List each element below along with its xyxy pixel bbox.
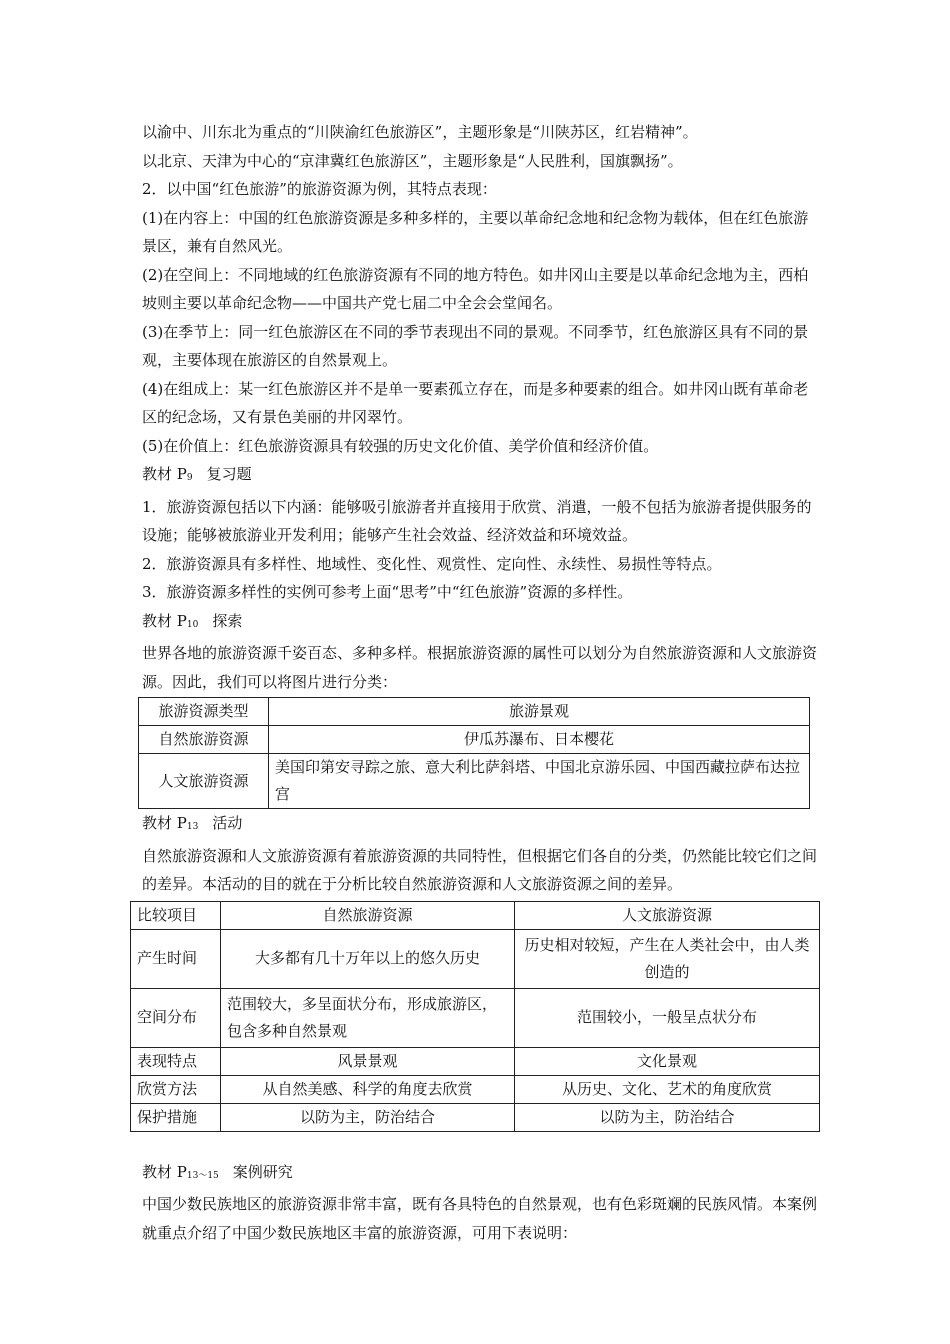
table-cell: 历史相对较短，产生在人类社会中，由人类创造的	[515, 929, 820, 988]
table-cell: 保护措施	[131, 1103, 221, 1131]
paragraph: 世界各地的旅游资源千姿百态、多种多样。根据旅游资源的属性可以划分为自然旅游资源和人文旅游资源。因此，我们可以将图片进行分类：	[142, 644, 818, 691]
page-subscript: 13	[186, 822, 199, 832]
table-header-cell: 旅游资源类型	[139, 698, 269, 726]
table-cell: 表现特点	[131, 1047, 221, 1075]
table-cell: 人文旅游资源	[139, 754, 269, 809]
section-heading-review	[142, 460, 822, 493]
table-row	[139, 726, 810, 754]
resource-type-table	[138, 697, 810, 809]
table-row	[131, 929, 820, 988]
section-heading-case-study	[142, 1158, 822, 1191]
paragraph: (2)在空间上：不同地域的红色旅游资源有不同的地方特色。如井冈山主要是以革命纪念地为主，西柏坡则主要以革命纪念物——中国共产党七届二中全会会堂闻名。	[142, 265, 809, 312]
table-row	[139, 754, 810, 809]
heading-prefix: 教材 P	[142, 611, 187, 630]
paragraph: (4)在组成上：某一红色旅游区并不是单一要素孤立存在，而是多种要素的组合。如井冈山既有革命老区的纪念场，又有景色美丽的井冈翠竹。	[142, 379, 809, 426]
table-row	[131, 988, 820, 1047]
paragraph: (5)在价值上：红色旅游资源具有较强的历史文化价值、美学价值和经济价值。	[142, 436, 659, 455]
heading-title: 复习题	[206, 465, 252, 483]
paragraph: 2．以中国“红色旅游”的旅游资源为例，其特点表现：	[142, 180, 497, 198]
table-cell: 以防为主，防治结合	[515, 1103, 820, 1131]
paragraph: 2．旅游资源具有多样性、地域性、变化性、观赏性、定向性、永续性、易损性等特点。	[142, 554, 722, 573]
table-cell: 范围较大，多呈面状分布，形成旅游区，包含多种自然景观	[221, 988, 515, 1047]
paragraph: 1．旅游资源包括以下内涵：能够吸引旅游者并直接用于欣赏、消遣，一般不包括为旅游者提供服务的设施；能够被旅游业开发利用；能够产生社会效益、经济效益和环境效益。	[142, 497, 812, 544]
section-heading-activity	[142, 809, 822, 842]
table-header-row	[131, 901, 820, 929]
table-cell: 从历史、文化、艺术的角度欣赏	[515, 1075, 820, 1103]
comparison-table	[130, 901, 820, 1132]
heading-prefix: 教材 P	[142, 814, 187, 832]
section-heading-explore	[142, 607, 822, 640]
spacer	[142, 1132, 822, 1158]
document-page	[137, 118, 822, 1247]
table-cell: 伊瓜苏瀑布、日本樱花	[269, 726, 810, 754]
paragraph: 3．旅游资源多样性的实例可参考上面“思考”中“红色旅游”资源的多样性。	[142, 583, 633, 601]
heading-title: 活动	[212, 814, 243, 832]
table-cell: 范围较小，一般呈点状分布	[515, 988, 820, 1047]
table-cell: 大多都有几十万年以上的悠久历史	[221, 929, 515, 988]
page-subscript: 10	[186, 619, 199, 630]
heading-title: 案例研究	[232, 1162, 293, 1181]
table-header-row	[139, 698, 810, 726]
table-row	[131, 1047, 820, 1075]
table-cell: 风景景观	[221, 1047, 515, 1075]
table-cell: 文化景观	[515, 1047, 820, 1075]
table-row	[131, 1075, 820, 1103]
heading-prefix: 教材 P	[142, 465, 187, 483]
table-header-cell: 自然旅游资源	[221, 901, 515, 929]
table-header-cell: 人文旅游资源	[515, 901, 820, 929]
page-subscript: 9	[186, 473, 193, 483]
table-header-cell: 旅游景观	[269, 698, 810, 726]
table-cell: 空间分布	[131, 988, 221, 1047]
table-cell: 美国印第安寻踪之旅、意大利比萨斜塔、中国北京游乐园、中国西藏拉萨布达拉宫	[269, 754, 810, 809]
page-subscript: 13～15	[186, 1170, 219, 1181]
paragraph: 以北京、天津为中心的“京津冀红色旅游区”，主题形象是“人民胜利，国旗飘扬”。	[142, 151, 683, 170]
table-cell: 欣赏方法	[131, 1075, 221, 1103]
table-cell: 从自然美感、科学的角度去欣赏	[221, 1075, 515, 1103]
paragraph: (3)在季节上：同一红色旅游区在不同的季节表现出不同的景观。不同季节，红色旅游区具有不同的景观，主要体现在旅游区的自然景观上。	[142, 322, 809, 369]
table-cell: 自然旅游资源	[139, 726, 269, 754]
paragraph: 自然旅游资源和人文旅游资源有着旅游资源的共同特性，但根据它们各自的分类，仍然能比较它们之间的差异。本活动的目的就在于分析比较自然旅游资源和人文旅游资源之间的差异。	[142, 846, 818, 893]
paragraph: 以渝中、川东北为重点的“川陕渝红色旅游区”，主题形象是“川陕苏区，红岩精神”。	[142, 123, 698, 141]
table-row	[131, 1103, 820, 1131]
heading-prefix: 教材 P	[142, 1162, 187, 1181]
table-cell: 以防为主，防治结合	[221, 1103, 515, 1131]
paragraph: 中国少数民族地区的旅游资源非常丰富，既有各具特色的自然景观，也有色彩斑斓的民族风情。本案例就重点介绍了中国少数民族地区丰富的旅游资源，可用下表说明：	[142, 1195, 818, 1242]
table-header-cell: 比较项目	[131, 901, 221, 929]
paragraph: (1)在内容上：中国的红色旅游资源是多种多样的，主要以革命纪念地和纪念物为载体，但在红色旅游景区，兼有自然风光。	[142, 208, 809, 255]
table-cell: 产生时间	[131, 929, 221, 988]
heading-title: 探索	[212, 611, 243, 630]
